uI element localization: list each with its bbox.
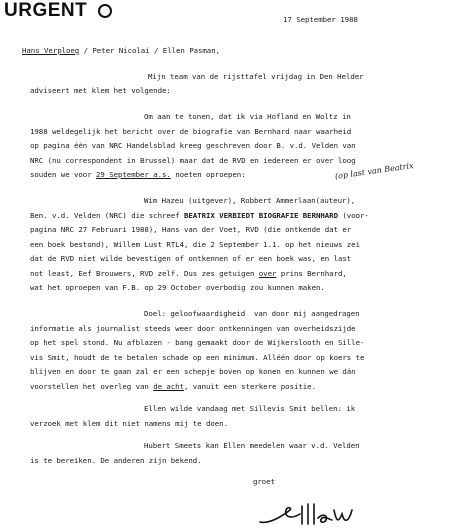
text-line: Hubert Smeets kan Ellen meedelen waar v.d. Velden bbox=[144, 441, 360, 450]
text-line: pagina NRC 27 Februari 1988), Hans van der Voet, RVD (die ontkende dat er bbox=[30, 225, 352, 234]
text-line: not least, Eef Brouwers, RVD zelf. Dus zes getuigen over prins Bernhard, bbox=[30, 269, 347, 278]
text-line: Mijn team van de rijsttafel vrijdag in Den Helder bbox=[148, 72, 364, 81]
word-underlined: over bbox=[258, 269, 277, 278]
text-line: wat het oproepen van F.B. op 29 October overbodig zou kunnen maken. bbox=[30, 283, 325, 292]
text-line: Wim Hazeu (uitgever), Robbert Ammerlaan(auteur), bbox=[144, 196, 356, 205]
text-line: op het spel stond. Nu afblazen - bang gemaakt door de Wijkerslooth en Sille- bbox=[30, 338, 365, 347]
letter-date: 17 September 1988 bbox=[283, 15, 358, 24]
text-line: souden we voor 29 September a.s. noeten oproepen: bbox=[30, 170, 246, 179]
salutation bbox=[22, 47, 220, 55]
text-line: NRC (nu correspondent in Brussel) maar dat de RVD en iedereen er over loog bbox=[30, 156, 356, 165]
salutation-rest: / Peter Nicolai / Ellen Pasman, bbox=[79, 46, 220, 55]
salutation-name-underlined: Hans Verploeg bbox=[22, 46, 80, 55]
text-line: Doel: geloofwaardigheid van door mij aangedragen bbox=[144, 309, 360, 318]
text-line: is te bereiken. De anderen zijn bekend. bbox=[30, 456, 202, 465]
phrase-underlined: de acht bbox=[153, 382, 184, 391]
headline-bold: BEATRIX VERBIEDT BIOGRAFIE BERNHARD bbox=[183, 211, 338, 220]
date-underlined: 29 September a.s. bbox=[96, 170, 171, 179]
urgent-label: URGENT bbox=[4, 0, 88, 21]
text-line: blijven en door te gaan zal er een schepje boven op konen en kunnen we dán bbox=[30, 367, 356, 376]
text-line: een boek bestond), Willem Lust RTL4, die 2 September 1.1. op het nieuws zei bbox=[30, 240, 360, 249]
text-line: verzoek met klem dit niet namens mij te doen. bbox=[30, 419, 228, 428]
text-line: dat de RVD niet wilde bevestigen of ontkennen of er een boek was, en last bbox=[30, 254, 352, 263]
text-line: 1988 weldegelijk het bericht over de biografie van Bernhard naar waarheid bbox=[30, 127, 352, 136]
text-line: vis Smit, houdt de te betalen schade op een minimum. Alléén door op koers te bbox=[30, 353, 365, 362]
text-line: Om aan te tonen, dat ik via Hofland en Woltz in bbox=[144, 112, 351, 121]
text-line: Ellen wilde vandaag met Sillevis Smit bellen: ik bbox=[144, 404, 356, 413]
text-line: op pagina één van NRC Handelsblad kreeg geschreven door B. v.d. Velden van bbox=[30, 141, 356, 150]
urgent-stamp bbox=[4, 0, 87, 22]
text-line: informatie als journalist steeds weer door ontkenningen van overheidszijde bbox=[30, 324, 356, 333]
stamp-circle-icon bbox=[98, 4, 112, 18]
handwritten-note: (op last van Beatrix bbox=[334, 161, 415, 181]
closing-greeting: groet bbox=[253, 477, 275, 486]
handwritten-signature bbox=[256, 498, 376, 530]
text-line: Ben. v.d. Velden (NRC) die schreef BEATRIX VERBIEDT BIOGRAFIE BERNHARD (voor- bbox=[30, 211, 369, 220]
text-line: voorstellen het overleg van de acht, vanuit een sterkere positie. bbox=[30, 382, 316, 391]
text-line: adviseert met klem het volgende: bbox=[30, 86, 171, 95]
